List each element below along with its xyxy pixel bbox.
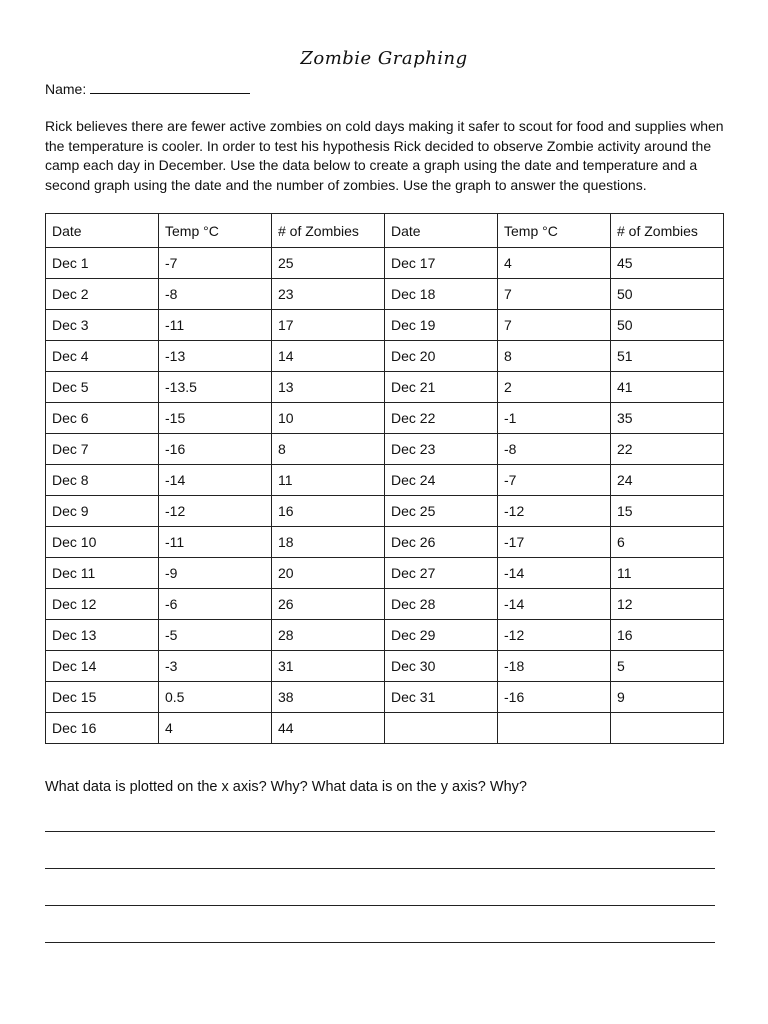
- table-cell: [611, 713, 724, 744]
- column-header: Date: [385, 214, 498, 248]
- name-blank-line[interactable]: [90, 79, 250, 94]
- table-row: [46, 341, 724, 372]
- table-cell: 12: [611, 589, 724, 620]
- table-cell: -14: [498, 589, 611, 620]
- table-cell: Dec 24: [385, 465, 498, 496]
- table-cell: -16: [159, 434, 272, 465]
- name-label: Name:: [45, 81, 87, 97]
- table-cell: -7: [498, 465, 611, 496]
- table-cell: Dec 18: [385, 279, 498, 310]
- table-cell: -16: [498, 682, 611, 713]
- table-cell: Dec 16: [46, 713, 159, 744]
- table-cell: -14: [498, 558, 611, 589]
- table-cell: Dec 22: [385, 403, 498, 434]
- table-cell: 8: [498, 341, 611, 372]
- table-cell: Dec 30: [385, 651, 498, 682]
- table-cell: Dec 6: [46, 403, 159, 434]
- table-cell: -11: [159, 527, 272, 558]
- table-cell: Dec 28: [385, 589, 498, 620]
- table-cell: Dec 2: [46, 279, 159, 310]
- answer-line[interactable]: [45, 942, 715, 943]
- table-cell: 9: [611, 682, 724, 713]
- table-cell: Dec 10: [46, 527, 159, 558]
- table-cell: 26: [272, 589, 385, 620]
- page-title: Zombie Graphing: [300, 48, 468, 69]
- table-cell: Dec 13: [46, 620, 159, 651]
- table-row: [46, 465, 724, 496]
- table-cell: -1: [498, 403, 611, 434]
- table-header-row: [46, 214, 724, 248]
- table-cell: -15: [159, 403, 272, 434]
- table-cell: Dec 27: [385, 558, 498, 589]
- table-cell: Dec 4: [46, 341, 159, 372]
- table-cell: 4: [498, 248, 611, 279]
- table-row: [46, 589, 724, 620]
- table-row: [46, 713, 724, 744]
- column-header: # of Zombies: [611, 214, 724, 248]
- table-cell: [498, 713, 611, 744]
- table-cell: -11: [159, 310, 272, 341]
- table-cell: -13: [159, 341, 272, 372]
- table-cell: -12: [498, 496, 611, 527]
- data-table: [45, 213, 724, 744]
- table-cell: Dec 21: [385, 372, 498, 403]
- table-cell: -14: [159, 465, 272, 496]
- table-cell: 23: [272, 279, 385, 310]
- table-cell: Dec 31: [385, 682, 498, 713]
- question-text: What data is plotted on the x axis? Why? What data is on the y axis? Why?: [45, 779, 527, 795]
- table-cell: 17: [272, 310, 385, 341]
- table-cell: Dec 15: [46, 682, 159, 713]
- table-row: [46, 403, 724, 434]
- table-cell: 8: [272, 434, 385, 465]
- table-cell: 50: [611, 279, 724, 310]
- intro-paragraph: Rick believes there are fewer active zombies on cold days making it safer to scout for food and supplies when the temperature is cooler. In order to test his hypothesis Rick decided to observe Zombie activity around the camp each day in December. Use the data below to create a graph using the date and temperature and a second graph using the date and the number of zombies. Use the graph to answer the questions.: [45, 118, 724, 193]
- table-cell: -12: [159, 496, 272, 527]
- table-cell: -7: [159, 248, 272, 279]
- table-cell: [385, 713, 498, 744]
- table-row: [46, 527, 724, 558]
- table-cell: -8: [498, 434, 611, 465]
- table-cell: 15: [611, 496, 724, 527]
- table-cell: -6: [159, 589, 272, 620]
- table-cell: 7: [498, 279, 611, 310]
- column-header: # of Zombies: [272, 214, 385, 248]
- table-cell: -8: [159, 279, 272, 310]
- table-cell: Dec 11: [46, 558, 159, 589]
- table-row: [46, 496, 724, 527]
- table-cell: Dec 1: [46, 248, 159, 279]
- table-cell: 2: [498, 372, 611, 403]
- answer-line[interactable]: [45, 868, 715, 869]
- table-cell: 24: [611, 465, 724, 496]
- table-cell: Dec 8: [46, 465, 159, 496]
- table-cell: 45: [611, 248, 724, 279]
- table-cell: Dec 25: [385, 496, 498, 527]
- table-cell: -9: [159, 558, 272, 589]
- table-cell: -3: [159, 651, 272, 682]
- column-header: Temp °C: [159, 214, 272, 248]
- table-cell: 35: [611, 403, 724, 434]
- table-cell: 22: [611, 434, 724, 465]
- table-cell: 4: [159, 713, 272, 744]
- table-cell: Dec 29: [385, 620, 498, 651]
- table-cell: 41: [611, 372, 724, 403]
- table-cell: 51: [611, 341, 724, 372]
- table-row: [46, 558, 724, 589]
- table-cell: 25: [272, 248, 385, 279]
- table-cell: Dec 7: [46, 434, 159, 465]
- table-cell: -18: [498, 651, 611, 682]
- table-cell: Dec 23: [385, 434, 498, 465]
- table-cell: 0.5: [159, 682, 272, 713]
- table-cell: Dec 20: [385, 341, 498, 372]
- table-cell: Dec 12: [46, 589, 159, 620]
- answer-line[interactable]: [45, 905, 715, 906]
- table-cell: 10: [272, 403, 385, 434]
- table-cell: 20: [272, 558, 385, 589]
- table-row: [46, 310, 724, 341]
- table-cell: Dec 14: [46, 651, 159, 682]
- table-cell: -17: [498, 527, 611, 558]
- table-cell: 7: [498, 310, 611, 341]
- table-cell: 14: [272, 341, 385, 372]
- table-cell: 44: [272, 713, 385, 744]
- table-row: [46, 620, 724, 651]
- table-cell: 5: [611, 651, 724, 682]
- table-row: [46, 434, 724, 465]
- answer-line[interactable]: [45, 831, 715, 832]
- table-cell: 16: [272, 496, 385, 527]
- table-cell: Dec 3: [46, 310, 159, 341]
- table-cell: 16: [611, 620, 724, 651]
- table-cell: Dec 19: [385, 310, 498, 341]
- table-cell: 13: [272, 372, 385, 403]
- column-header: Date: [46, 214, 159, 248]
- table-row: [46, 372, 724, 403]
- table-cell: 18: [272, 527, 385, 558]
- table-cell: Dec 17: [385, 248, 498, 279]
- table-cell: 38: [272, 682, 385, 713]
- table-cell: -13.5: [159, 372, 272, 403]
- table-row: [46, 248, 724, 279]
- table-cell: 31: [272, 651, 385, 682]
- table-cell: Dec 9: [46, 496, 159, 527]
- table-row: [46, 682, 724, 713]
- table-cell: 28: [272, 620, 385, 651]
- table-cell: Dec 26: [385, 527, 498, 558]
- table-cell: Dec 5: [46, 372, 159, 403]
- table-cell: 50: [611, 310, 724, 341]
- table-cell: -12: [498, 620, 611, 651]
- column-header: Temp °C: [498, 214, 611, 248]
- name-field: [45, 79, 250, 97]
- table-cell: 6: [611, 527, 724, 558]
- table-row: [46, 279, 724, 310]
- table-cell: 11: [611, 558, 724, 589]
- table-row: [46, 651, 724, 682]
- table-cell: -5: [159, 620, 272, 651]
- table-cell: 11: [272, 465, 385, 496]
